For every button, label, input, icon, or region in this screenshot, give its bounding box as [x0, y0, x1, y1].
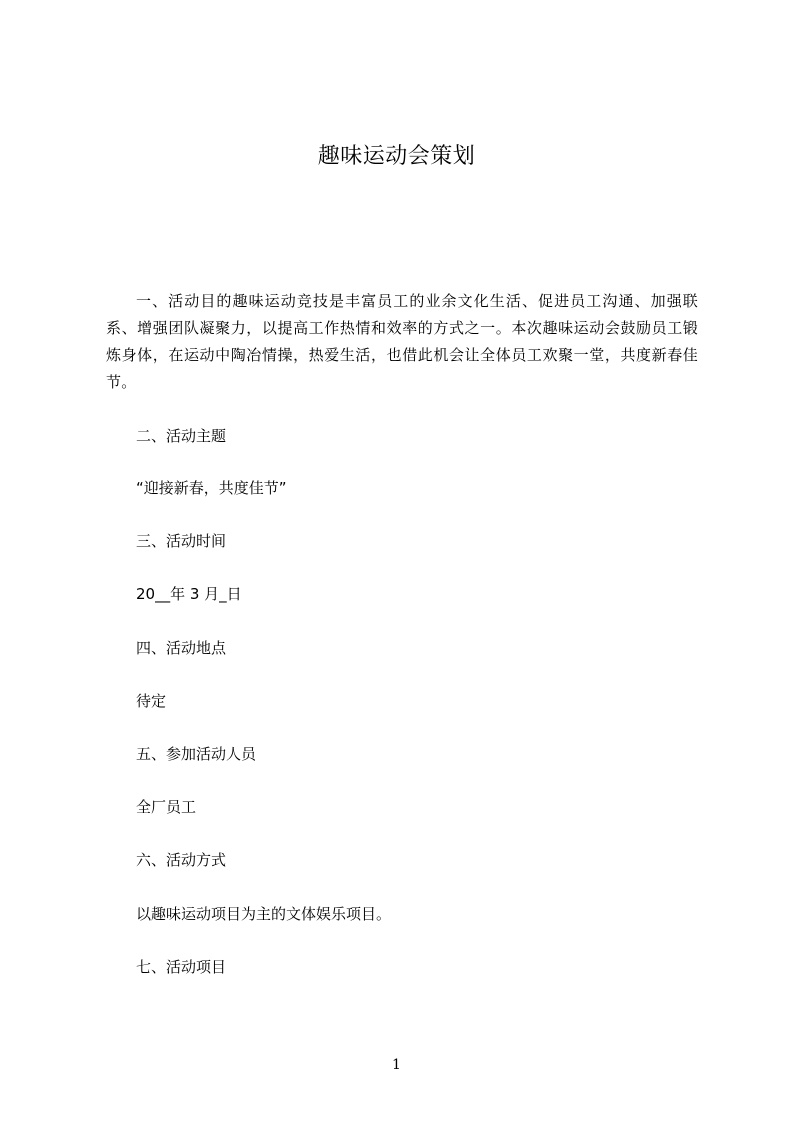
page-title: 趣味运动会策划	[317, 144, 476, 169]
intro-paragraph: 一、活动目的趣味运动竞技是丰富员工的业余文化生活、促进员工沟通、加强联系、增强团队凝聚力，以提高工作热情和效率的方式之一。本次趣味运动会鼓励员工锻炼身体，在运动中陶冶情操，热爱生活，也借此机会让全体员工欢聚一堂，共度新春佳节。	[106, 292, 698, 391]
page-number: 1	[392, 1057, 401, 1073]
section-heading-location: 四、活动地点	[136, 639, 227, 657]
time-text: 20__年 3 月_日	[136, 585, 242, 603]
section-heading-theme: 二、活动主题	[136, 427, 227, 445]
participants-text: 全厂员工	[136, 798, 197, 816]
theme-text: “迎接新春，共度佳节”	[136, 479, 287, 497]
location-text: 待定	[136, 692, 167, 710]
section-heading-format: 六、活动方式	[136, 851, 227, 869]
format-text: 以趣味运动项目为主的文体娱乐项目。	[136, 905, 392, 923]
section-heading-events: 七、活动项目	[136, 958, 227, 976]
section-heading-time: 三、活动时间	[136, 532, 227, 550]
section-heading-participants: 五、参加活动人员	[136, 745, 257, 763]
